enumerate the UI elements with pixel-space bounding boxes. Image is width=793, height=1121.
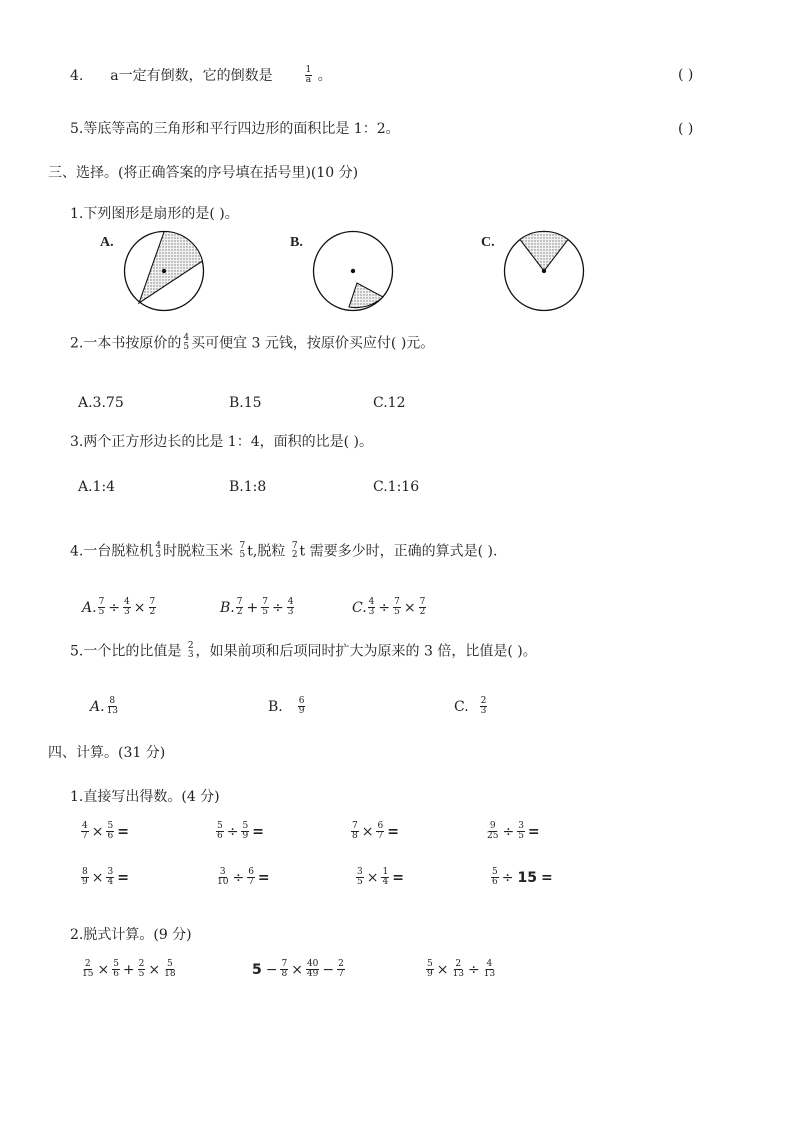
choice-q1-figures xyxy=(0,0,793,330)
fraction: $\frac{7}{2}$ xyxy=(149,597,156,618)
judge-q5: 5.等底等高的三角形和平行四边形的面积比是 1：2。 xyxy=(70,121,400,137)
calc-q1-r1c4 xyxy=(485,822,542,842)
choice-q4-fraction-1: 4 3 xyxy=(155,541,162,561)
operator: = xyxy=(117,823,129,840)
section3-title: 三、选择。(将正确答案的序号填在括号里)(10 分) xyxy=(48,165,359,181)
fraction: $\frac{7}{5}$ xyxy=(394,597,400,618)
choice-q2-option-c: C.12 xyxy=(373,395,406,411)
calc-q1-r2c4 xyxy=(490,868,555,888)
fraction: $\frac{6}{7}$ xyxy=(248,867,254,888)
judge-q4-num: 4. xyxy=(70,67,84,84)
operator: × xyxy=(361,823,374,840)
option-label: A. xyxy=(82,599,97,616)
operator: = xyxy=(257,869,270,886)
choice-q1-label-c: C. xyxy=(481,235,495,250)
operator: = xyxy=(117,869,129,886)
operator: × xyxy=(366,869,379,886)
calc-q1-r1c2 xyxy=(215,822,266,842)
operator: ÷ xyxy=(467,961,480,978)
judge-q5-bracket: ( ) xyxy=(678,121,694,137)
choice-q5: 5.一个比的比值是 2 3 ，如果前项和后项同时扩大为原来的 3 倍，比值是( )。 xyxy=(70,641,537,661)
choice-q3-option-b: B.1:8 xyxy=(229,479,267,495)
operator: ÷ xyxy=(378,599,391,616)
operator: + xyxy=(246,599,259,616)
fraction: $\frac{5}{6}$ xyxy=(492,867,498,888)
choice-q2: 2.一本书按原价的 4 5 买可便宜 3 元钱，按原价买应付( )元。 xyxy=(70,333,435,353)
fraction: $\frac{5}{9}$ xyxy=(427,959,433,980)
operator: = xyxy=(252,823,264,840)
choice-q5-option-c: C. $\frac{2}{3}$ xyxy=(454,696,487,717)
fraction: $\frac{8}{9}$ xyxy=(82,867,88,888)
fraction: $\frac{5}{6}$ xyxy=(107,821,114,842)
operator: − xyxy=(265,961,278,978)
fraction: $\frac{9}{25}$ xyxy=(487,821,499,842)
operator: × xyxy=(291,961,303,978)
operator: = xyxy=(392,869,404,886)
fraction: $\frac{3}{5}$ xyxy=(357,867,363,888)
choice-q4-fraction-2: 7 5 xyxy=(239,541,246,561)
fraction: $\frac{4}{3}$ xyxy=(124,597,130,618)
calc-q1-r1c1 xyxy=(80,822,131,842)
fraction: $\frac{4}{7}$ xyxy=(82,821,88,842)
operator: ÷ xyxy=(502,823,515,840)
fraction: $\frac{40}{49}$ xyxy=(306,959,319,980)
choice-q2-option-a: A.3.75 xyxy=(78,395,124,411)
judge-q4: 4. a一定有倒数，它的倒数是 $\frac{1}{a}$ 。 xyxy=(70,65,332,86)
fraction: $\frac{2}{15}$ xyxy=(82,959,94,980)
fraction: $\frac{2}{13}$ xyxy=(452,959,464,980)
fraction: $\frac{2}{7}$ xyxy=(338,959,344,980)
calc-q1-r2c1 xyxy=(80,868,131,888)
fraction: $\frac{4}{3}$ xyxy=(368,597,375,618)
operator: ÷ xyxy=(226,823,239,840)
choice-q5-fraction: 2 3 xyxy=(187,641,194,661)
fraction: $\frac{3}{10}$ xyxy=(217,867,229,888)
choice-q4-fraction-3: 7 2 xyxy=(291,541,298,561)
operator: = xyxy=(387,823,399,840)
fraction: $\frac{7}{8}$ xyxy=(281,959,288,980)
section4-title: 四、计算。(31 分) xyxy=(48,745,166,761)
fraction: $\frac{7}{5}$ xyxy=(98,597,105,618)
operator: 5 xyxy=(252,961,262,978)
operator: ÷ xyxy=(232,869,245,886)
fraction: $\frac{3}{4}$ xyxy=(107,867,114,888)
option-label: B. xyxy=(220,599,235,616)
choice-q4-option-a xyxy=(82,598,157,618)
operator: × xyxy=(436,961,449,978)
choice-q5-option-b: B. $\frac{6}{9}$ xyxy=(268,696,305,717)
figure-c-sector-icon xyxy=(505,231,584,310)
fraction: $\frac{7}{2}$ xyxy=(236,597,243,618)
fraction: $\frac{7}{5}$ xyxy=(262,597,268,618)
calc-q1-r1c3 xyxy=(350,822,401,842)
fraction: $\frac{7}{8}$ xyxy=(352,821,358,842)
calc-q1-title: 1.直接写出得数。(4 分) xyxy=(70,789,220,805)
judge-q4-bracket: ( ) xyxy=(678,67,694,83)
operator: × xyxy=(91,869,104,886)
calc-q1-r2c3 xyxy=(355,868,406,888)
fraction: $\frac{5}{6}$ xyxy=(113,959,119,980)
operator: = xyxy=(540,869,553,886)
operator: = xyxy=(527,823,540,840)
choice-q3-option-c: C.1:16 xyxy=(373,479,420,495)
fraction: $\frac{5}{18}$ xyxy=(164,959,176,980)
operator: − xyxy=(322,961,335,978)
operator: 15 xyxy=(517,869,537,886)
calc-q2-expr-1 xyxy=(80,960,178,980)
fraction: $\frac{4}{13}$ xyxy=(483,959,496,980)
fraction: $\frac{4}{3}$ xyxy=(287,597,294,618)
fraction: $\frac{5}{6}$ xyxy=(217,821,223,842)
operator: ÷ xyxy=(501,869,514,886)
figure-b-offset-region-icon xyxy=(314,232,393,311)
choice-q4-option-b xyxy=(220,598,295,618)
judge-q4-fraction: $\frac{1}{a}$ xyxy=(305,65,312,86)
calc-q1-r2c2 xyxy=(215,868,272,888)
fraction: $\frac{2}{5}$ xyxy=(138,959,145,980)
fraction: $\frac{5}{9}$ xyxy=(242,821,249,842)
operator: ÷ xyxy=(271,599,284,616)
figure-a-circle-chord-icon xyxy=(125,231,204,310)
calc-q2-title: 2.脱式计算。(9 分) xyxy=(70,927,192,943)
option-label: C. xyxy=(352,599,367,616)
fraction: $\frac{3}{5}$ xyxy=(518,821,524,842)
calc-q2-expr-2 xyxy=(250,960,346,980)
fraction: $\frac{7}{2}$ xyxy=(419,597,426,618)
fraction: $\frac{6}{7}$ xyxy=(377,821,384,842)
choice-q2-option-b: B.15 xyxy=(229,395,262,411)
choice-q5-option-a: A. $\frac{8}{13}$ xyxy=(90,696,119,717)
choice-q1-label-a: A. xyxy=(100,235,114,250)
choice-q1-label-b: B. xyxy=(290,235,303,250)
choice-q3-option-a: A.1:4 xyxy=(78,479,116,495)
fraction: $\frac{1}{4}$ xyxy=(382,867,389,888)
calc-q2-expr-3 xyxy=(425,960,497,980)
choice-q4-option-c xyxy=(352,598,427,618)
choice-q3: 3.两个正方形边长的比是 1：4，面积的比是( )。 xyxy=(70,434,373,450)
operator: × xyxy=(91,823,104,840)
operator: × xyxy=(403,599,416,616)
operator: + xyxy=(122,961,135,978)
operator: × xyxy=(97,961,110,978)
operator: × xyxy=(148,961,161,978)
choice-q1: 1.下列图形是扇形的是( )。 xyxy=(70,206,239,222)
choice-q2-fraction: 4 5 xyxy=(183,333,190,353)
operator: ÷ xyxy=(108,599,121,616)
choice-q4: 4.一台脱粒机 4 3 时脱粒玉米 7 5 t,脱粒 7 2 t 需要多少时，正确的算式是( ). xyxy=(70,541,498,561)
judge-q4-text: a一定有倒数，它的倒数是 xyxy=(110,67,273,84)
operator: × xyxy=(133,599,146,616)
